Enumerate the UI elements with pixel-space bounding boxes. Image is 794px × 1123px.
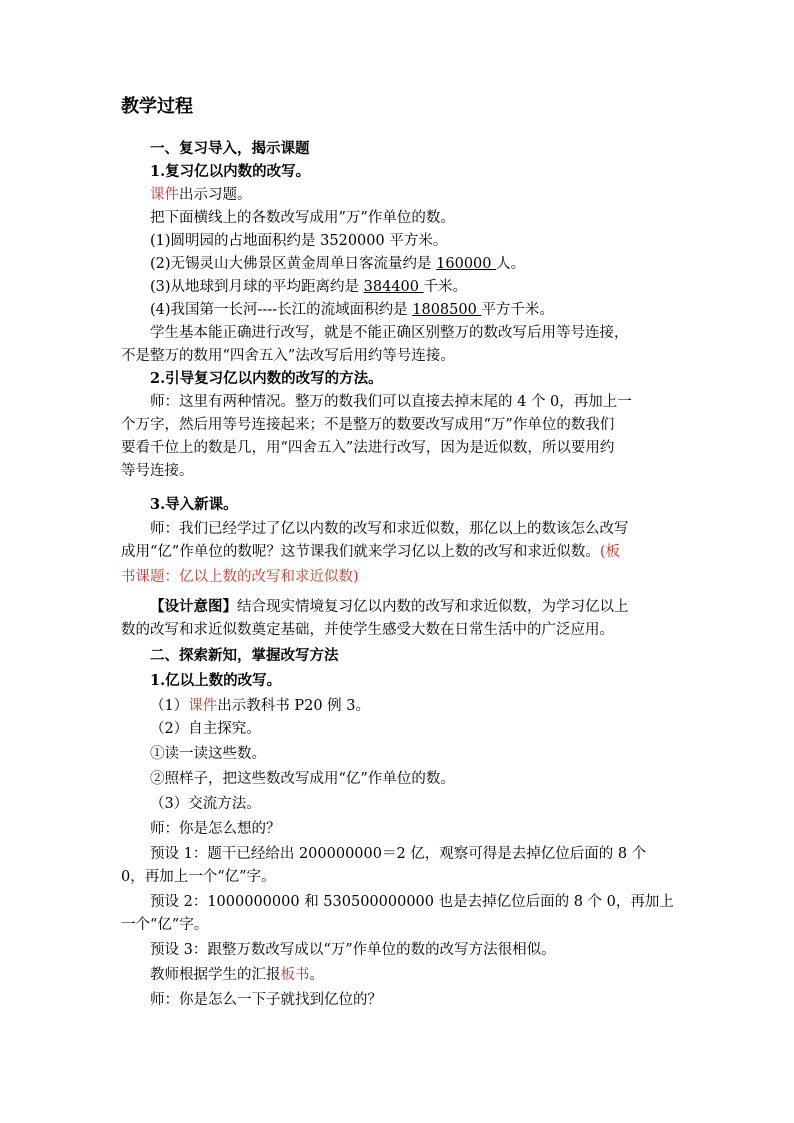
board-note: 教师根据学生的汇报板书。	[150, 967, 324, 983]
courseware-line: 课件出示习题。	[150, 187, 252, 203]
exercise-item-1: (1)圆明园的占地面积约是 3520000 平方米。	[150, 233, 448, 249]
page-title: 教学过程	[121, 96, 193, 117]
subheading-review: 1.复习亿以内数的改写。	[150, 163, 311, 180]
courseware-link: 课件	[188, 698, 218, 714]
new-lesson-text-cont: 成用“亿”作单位的数呢？这节课我们就来学习亿以上数的改写和求近似数。(板	[121, 544, 620, 560]
exercise-item-2: (2)无锡灵山大佛景区黄金周单日客流量约是 160000 人。	[150, 256, 526, 272]
design-intent: 【设计意图】结合现实情境复习亿以内数的改写和求近似数，为学习亿以上	[150, 598, 629, 615]
teacher-explanation-cont: 等号连接。	[121, 463, 194, 479]
teacher-question-2: 师：你是怎么一下子就找到亿位的？	[150, 992, 382, 1008]
teacher-explanation-cont: 个万字，然后用等号连接起来；不是整万的数要改写成用“万”作单位的数我们	[121, 417, 615, 433]
preset-1: 预设 1：题干已经给出 200000000＝2 亿，观察可得是去掉亿位后面的 8 个	[150, 846, 647, 862]
circle-item-1: ①读一读这些数。	[150, 746, 266, 762]
teacher-question-1: 师：你是怎么想的？	[150, 821, 281, 837]
preset-1-cont: 0，再加上一个“亿”字。	[121, 869, 276, 885]
exercise-item-4: (4)我国第一长河----长江的流域面积约是 1808500 平方千米。	[150, 302, 554, 318]
subheading-new-lesson: 3.导入新课。	[150, 496, 238, 513]
subheading-method: 2.引导复习亿以内数的改写的方法。	[150, 370, 383, 387]
observation-text: 学生基本能正确进行改写，就是不能正确区别整万的数改写后用等号连接，	[150, 325, 629, 341]
step-2: （2）自主探究。	[150, 721, 261, 737]
subheading-above-yi: 1.亿以上数的改写。	[150, 672, 282, 689]
courseware-link: 课件	[150, 187, 179, 203]
preset-2-cont: 一个“亿”字。	[121, 917, 209, 933]
new-lesson-text: 师：我们已经学过了亿以内数的改写和求近似数，那亿以上的数该怎么改写	[150, 521, 629, 537]
preset-3: 预设 3：跟整万数改写成以“万”作单位的数的改写方法很相似。	[150, 942, 556, 958]
board-title-note: 书课题：亿以上数的改写和求近似数)	[121, 569, 359, 585]
exercise-instruction: 把下面横线上的各数改写成用”万”作单位的数。	[150, 210, 455, 226]
teacher-explanation-cont: 要看千位上的数是几，用“四舍五入”法进行改写，因为是近似数，所以要用约	[121, 440, 615, 456]
preset-2: 预设 2：1000000000 和 530500000000 也是去掉亿位后面的 8 个 0，再加上	[150, 894, 674, 910]
section-heading-1: 一、复习导入，揭示课题	[150, 140, 310, 157]
circle-item-2: ②照样子，把这些数改写成用“亿”作单位的数。	[150, 771, 455, 787]
observation-text-cont: 不是整万的数用“四舍五入”法改写后用约等号连接。	[121, 348, 455, 364]
step-1: （1）课件出示教科书 P20 例 3。	[150, 698, 370, 714]
design-intent-cont: 数的改写和求近似数奠定基础，并使学生感受大数在日常生活中的广泛应用。	[121, 622, 614, 638]
step-3: （3）交流方法。	[150, 796, 261, 812]
exercise-item-3: (3)从地球到月球的平均距离约是 384400 千米。	[150, 279, 468, 295]
design-intent-label: 【设计意图】	[150, 598, 237, 615]
teacher-explanation: 师：这里有两种情况。整万的数我们可以直接去掉末尾的 4 个 0，再加上一	[150, 394, 632, 410]
section-heading-2: 二、探索新知，掌握改写方法	[150, 647, 339, 664]
